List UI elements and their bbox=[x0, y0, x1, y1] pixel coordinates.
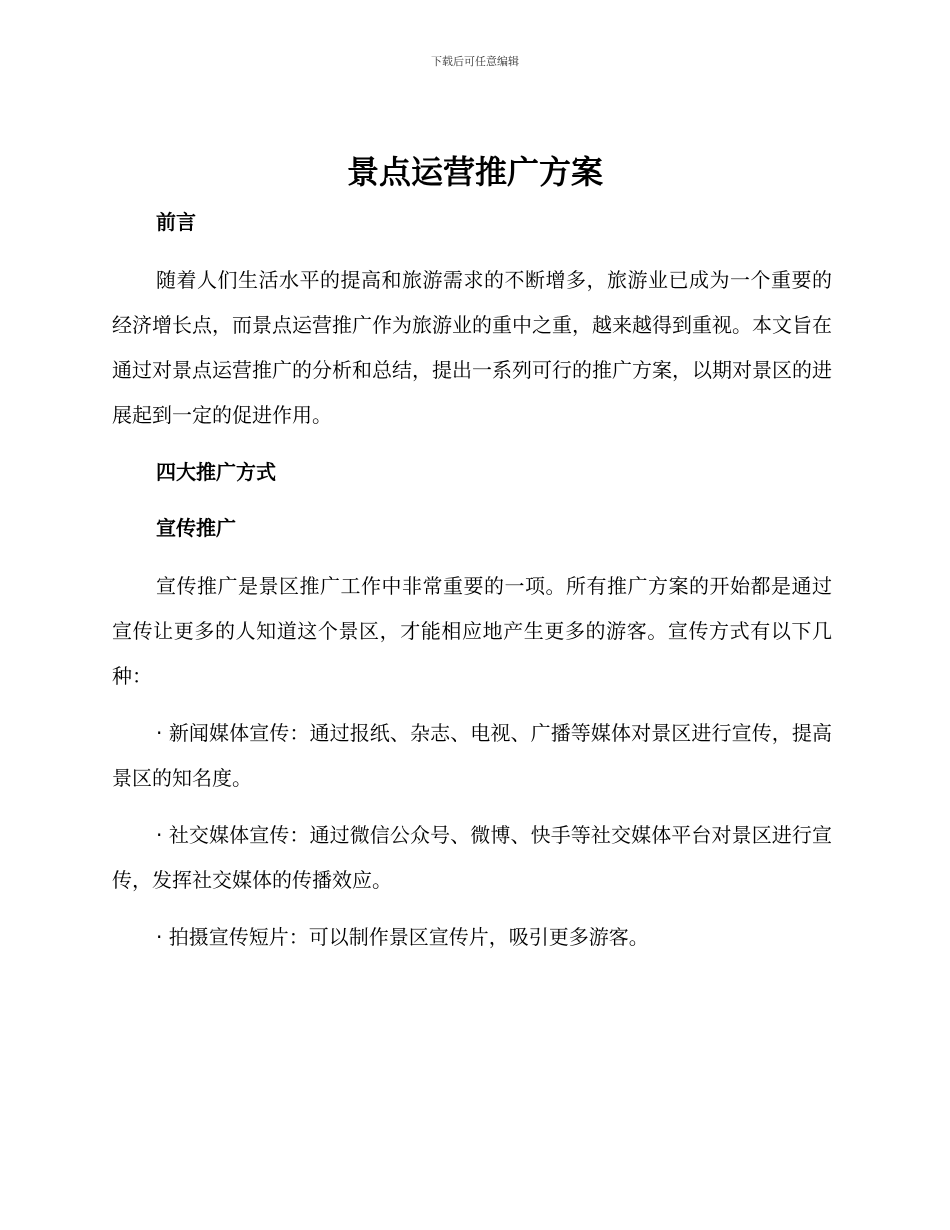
document-body bbox=[112, 204, 832, 960]
four-methods-heading: 四大推广方式 bbox=[156, 460, 276, 484]
header-note: 下载后可任意编辑 bbox=[431, 55, 519, 68]
document-title: 景点运营推广方案 bbox=[346, 153, 603, 191]
publicity-heading: 宣传推广 bbox=[156, 516, 236, 540]
bullet-promo-video: · 拍摄宣传短片：可以制作景区宣传片，吸引更多游客。 bbox=[156, 925, 649, 949]
bullet-social-media: · 社交媒体宣传：通过微信公众号、微博、快手等社交媒体平台对景区进行宣传，发挥社交媒体的传播效应。 bbox=[112, 823, 832, 892]
preface-heading: 前言 bbox=[156, 210, 196, 234]
preface-paragraph: 随着人们生活水平的提高和旅游需求的不断增多，旅游业已成为一个重要的经济增长点，而景点运营推广作为旅游业的重中之重，越来越得到重视。本文旨在通过对景点运营推广的分析和总结，提出一系列可行的推广方案，以期对景区的进展起到一定的促进作用。 bbox=[112, 268, 832, 427]
publicity-paragraph: 宣传推广是景区推广工作中非常重要的一项。所有推广方案的开始都是通过宣传让更多的人知道这个景区，才能相应地产生更多的游客。宣传方式有以下几种： bbox=[112, 574, 832, 688]
bullet-news-media: · 新闻媒体宣传：通过报纸、杂志、电视、广播等媒体对景区进行宣传，提高景区的知名度。 bbox=[112, 721, 832, 790]
